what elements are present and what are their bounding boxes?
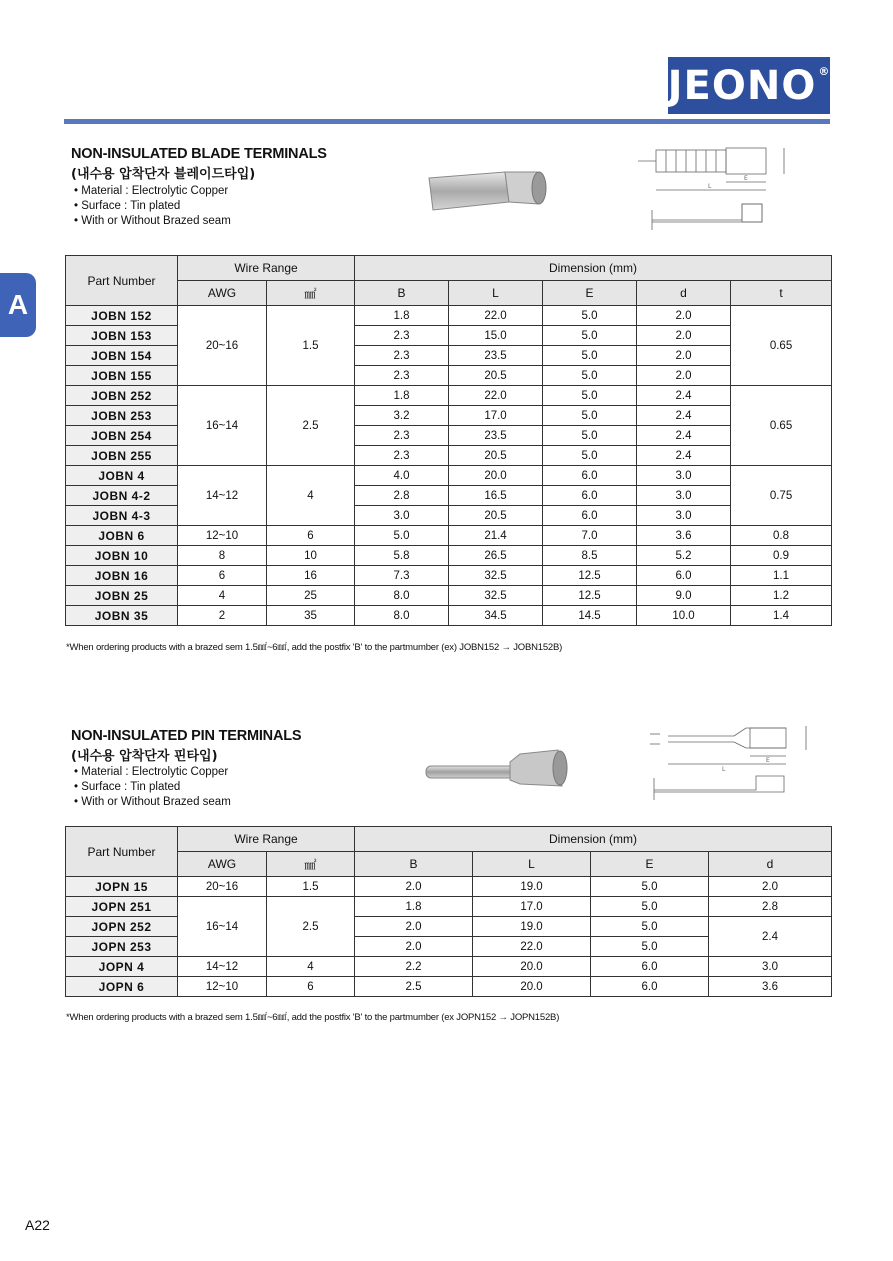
e-cell: 7.0: [543, 526, 637, 546]
l-cell: 16.5: [449, 486, 543, 506]
pin-header-awg: AWG: [178, 852, 267, 877]
part-number-cell: JOPN 4: [66, 957, 178, 977]
d-cell: 2.0: [637, 346, 731, 366]
d-cell: 2.4: [637, 406, 731, 426]
pin-header-wire-range: Wire Range: [178, 827, 355, 852]
blade-dimension-drawing: [632, 138, 792, 234]
brand-logo: [668, 57, 830, 114]
t-cell: 0.9: [731, 546, 832, 566]
drawing-label-l: L: [708, 183, 712, 190]
b-cell: 2.3: [355, 346, 449, 366]
l-cell: 20.5: [449, 366, 543, 386]
b-cell: 1.8: [355, 306, 449, 326]
blade-header-part-number: Part Number: [66, 256, 178, 306]
b-cell: 2.0: [355, 917, 473, 937]
l-cell: 21.4: [449, 526, 543, 546]
l-cell: 17.0: [449, 406, 543, 426]
d-cell: 2.0: [709, 877, 832, 897]
awg-cell: 4: [178, 586, 267, 606]
d-cell: 2.4: [637, 446, 731, 466]
l-cell: 32.5: [449, 586, 543, 606]
brand-name: JEONO: [667, 62, 817, 109]
pin-order-note: *When ordering products with a brazed sem 1.5㎟~6㎟, add the postfix 'B' to the partmumber (ex JOPN152 → JOPN152B): [66, 1012, 560, 1023]
t-cell: 1.2: [731, 586, 832, 606]
d-cell: 2.4: [637, 426, 731, 446]
part-number-cell: JOBN 255: [66, 446, 178, 466]
awg-cell: 16~14: [178, 386, 267, 466]
pin-header-d: d: [709, 852, 832, 877]
d-cell: 2.8: [709, 897, 832, 917]
part-number-cell: JOBN 16: [66, 566, 178, 586]
b-cell: 2.3: [355, 326, 449, 346]
pin-feature-material: • Material : Electrolytic Copper: [74, 765, 231, 780]
l-cell: 17.0: [473, 897, 591, 917]
mm2-cell: 4: [267, 957, 355, 977]
awg-cell: 6: [178, 566, 267, 586]
pin-header-l: L: [473, 852, 591, 877]
e-cell: 6.0: [591, 957, 709, 977]
mm2-cell: 1.5: [267, 877, 355, 897]
e-cell: 5.0: [543, 366, 637, 386]
t-cell: 1.1: [731, 566, 832, 586]
e-cell: 5.0: [591, 897, 709, 917]
blade-feature-list: [74, 184, 231, 229]
drawing-label-e: E: [744, 175, 748, 182]
blade-header-mm2: ㎟: [267, 281, 355, 306]
pin-section-title: NON-INSULATED PIN TERMINALS: [71, 728, 302, 744]
pin-header-mm2: ㎟: [267, 852, 355, 877]
pin-terminal-photo: [422, 746, 570, 796]
pin-feature-seam: • With or Without Brazed seam: [74, 795, 231, 810]
l-cell: 19.0: [473, 877, 591, 897]
l-cell: 22.0: [473, 937, 591, 957]
table-row: [66, 606, 832, 626]
pin-drawing-label-l: L: [722, 766, 726, 773]
e-cell: 12.5: [543, 566, 637, 586]
e-cell: 14.5: [543, 606, 637, 626]
part-number-cell: JOPN 253: [66, 937, 178, 957]
awg-cell: 20~16: [178, 877, 267, 897]
l-cell: 22.0: [449, 306, 543, 326]
part-number-cell: JOBN 253: [66, 406, 178, 426]
part-number-cell: JOBN 152: [66, 306, 178, 326]
b-cell: 1.8: [355, 386, 449, 406]
d-cell: 2.0: [637, 366, 731, 386]
awg-cell: 12~10: [178, 526, 267, 546]
table-row: [66, 877, 832, 897]
part-number-cell: JOPN 252: [66, 917, 178, 937]
e-cell: 5.0: [591, 877, 709, 897]
table-row: [66, 586, 832, 606]
registered-mark: ®: [818, 65, 831, 78]
table-row: [66, 386, 832, 406]
part-number-cell: JOBN 4-2: [66, 486, 178, 506]
pin-section-subtitle: (내수용 압착단자 핀타입): [71, 749, 218, 764]
header-rule: [64, 119, 830, 124]
b-cell: 2.3: [355, 446, 449, 466]
mm2-cell: 35: [267, 606, 355, 626]
e-cell: 5.0: [591, 937, 709, 957]
table-row: [66, 977, 832, 997]
part-number-cell: JOBN 4-3: [66, 506, 178, 526]
t-cell: 0.8: [731, 526, 832, 546]
d-cell: 9.0: [637, 586, 731, 606]
table-row: [66, 546, 832, 566]
b-cell: 2.5: [355, 977, 473, 997]
e-cell: 6.0: [591, 977, 709, 997]
part-number-cell: JOBN 25: [66, 586, 178, 606]
pin-spec-table: [65, 826, 832, 997]
l-cell: 23.5: [449, 346, 543, 366]
e-cell: 5.0: [543, 386, 637, 406]
blade-header-d: d: [637, 281, 731, 306]
part-number-cell: JOPN 15: [66, 877, 178, 897]
e-cell: 6.0: [543, 466, 637, 486]
b-cell: 2.0: [355, 877, 473, 897]
b-cell: 8.0: [355, 606, 449, 626]
d-cell: 10.0: [637, 606, 731, 626]
t-cell: 0.75: [731, 466, 832, 526]
d-cell: 3.0: [637, 486, 731, 506]
section-tab: A: [0, 273, 36, 337]
l-cell: 22.0: [449, 386, 543, 406]
b-cell: 2.3: [355, 426, 449, 446]
e-cell: 5.0: [543, 446, 637, 466]
blade-feature-material: • Material : Electrolytic Copper: [74, 184, 231, 199]
pin-header-e: E: [591, 852, 709, 877]
e-cell: 8.5: [543, 546, 637, 566]
d-cell: 2.0: [637, 306, 731, 326]
awg-cell: 8: [178, 546, 267, 566]
b-cell: 5.8: [355, 546, 449, 566]
l-cell: 34.5: [449, 606, 543, 626]
e-cell: 6.0: [543, 486, 637, 506]
part-number-cell: JOPN 6: [66, 977, 178, 997]
pin-dimension-drawing: [646, 720, 816, 806]
pin-feature-surface: • Surface : Tin plated: [74, 780, 231, 795]
b-cell: 3.2: [355, 406, 449, 426]
part-number-cell: JOPN 251: [66, 897, 178, 917]
d-cell: 3.6: [709, 977, 832, 997]
mm2-cell: 4: [267, 466, 355, 526]
blade-feature-surface: • Surface : Tin plated: [74, 199, 231, 214]
pin-feature-list: [74, 765, 231, 810]
table-row: [66, 526, 832, 546]
d-cell: 5.2: [637, 546, 731, 566]
e-cell: 5.0: [543, 306, 637, 326]
blade-header-b: B: [355, 281, 449, 306]
table-row: [66, 566, 832, 586]
blade-header-wire-range: Wire Range: [178, 256, 355, 281]
awg-cell: 20~16: [178, 306, 267, 386]
blade-header-e: E: [543, 281, 637, 306]
awg-cell: 14~12: [178, 466, 267, 526]
part-number-cell: JOBN 10: [66, 546, 178, 566]
awg-cell: 16~14: [178, 897, 267, 957]
d-cell: 3.0: [637, 466, 731, 486]
blade-header-l: L: [449, 281, 543, 306]
l-cell: 15.0: [449, 326, 543, 346]
pin-header-b: B: [355, 852, 473, 877]
l-cell: 20.0: [449, 466, 543, 486]
mm2-cell: 6: [267, 977, 355, 997]
mm2-cell: 6: [267, 526, 355, 546]
pin-header-dimension: Dimension (mm): [355, 827, 832, 852]
part-number-cell: JOBN 154: [66, 346, 178, 366]
part-number-cell: JOBN 35: [66, 606, 178, 626]
pin-header-part-number: Part Number: [66, 827, 178, 877]
d-cell: 3.0: [637, 506, 731, 526]
awg-cell: 14~12: [178, 957, 267, 977]
mm2-cell: 2.5: [267, 386, 355, 466]
l-cell: 20.0: [473, 977, 591, 997]
e-cell: 5.0: [591, 917, 709, 937]
blade-header-dimension: Dimension (mm): [355, 256, 832, 281]
l-cell: 23.5: [449, 426, 543, 446]
table-row: [66, 897, 832, 917]
mm2-cell: 1.5: [267, 306, 355, 386]
b-cell: 2.3: [355, 366, 449, 386]
b-cell: 2.2: [355, 957, 473, 977]
part-number-cell: JOBN 4: [66, 466, 178, 486]
l-cell: 32.5: [449, 566, 543, 586]
d-cell: 3.0: [709, 957, 832, 977]
b-cell: 4.0: [355, 466, 449, 486]
e-cell: 12.5: [543, 586, 637, 606]
l-cell: 20.0: [473, 957, 591, 977]
d-cell: 2.0: [637, 326, 731, 346]
blade-feature-seam: • With or Without Brazed seam: [74, 214, 231, 229]
page-number: A22: [25, 1217, 50, 1233]
d-cell: 6.0: [637, 566, 731, 586]
e-cell: 6.0: [543, 506, 637, 526]
l-cell: 20.5: [449, 506, 543, 526]
b-cell: 7.3: [355, 566, 449, 586]
l-cell: 20.5: [449, 446, 543, 466]
mm2-cell: 2.5: [267, 897, 355, 957]
l-cell: 19.0: [473, 917, 591, 937]
blade-section-title: NON-INSULATED BLADE TERMINALS: [71, 146, 327, 162]
table-row: [66, 306, 832, 326]
b-cell: 5.0: [355, 526, 449, 546]
part-number-cell: JOBN 153: [66, 326, 178, 346]
table-row: [66, 466, 832, 486]
b-cell: 8.0: [355, 586, 449, 606]
d-cell: 3.6: [637, 526, 731, 546]
d-cell: 2.4: [637, 386, 731, 406]
mm2-cell: 10: [267, 546, 355, 566]
e-cell: 5.0: [543, 326, 637, 346]
b-cell: 1.8: [355, 897, 473, 917]
blade-header-t: t: [731, 281, 832, 306]
pin-drawing-label-e: E: [766, 757, 770, 764]
awg-cell: 2: [178, 606, 267, 626]
e-cell: 5.0: [543, 346, 637, 366]
t-cell: 0.65: [731, 386, 832, 466]
t-cell: 0.65: [731, 306, 832, 386]
part-number-cell: JOBN 6: [66, 526, 178, 546]
l-cell: 26.5: [449, 546, 543, 566]
part-number-cell: JOBN 254: [66, 426, 178, 446]
b-cell: 2.8: [355, 486, 449, 506]
part-number-cell: JOBN 252: [66, 386, 178, 406]
table-row: [66, 957, 832, 977]
blade-terminal-photo: [425, 168, 551, 240]
b-cell: 3.0: [355, 506, 449, 526]
e-cell: 5.0: [543, 406, 637, 426]
part-number-cell: JOBN 155: [66, 366, 178, 386]
awg-cell: 12~10: [178, 977, 267, 997]
t-cell: 1.4: [731, 606, 832, 626]
blade-spec-table: [65, 255, 832, 626]
b-cell: 2.0: [355, 937, 473, 957]
mm2-cell: 25: [267, 586, 355, 606]
mm2-cell: 16: [267, 566, 355, 586]
d-cell: 2.4: [709, 917, 832, 957]
blade-header-awg: AWG: [178, 281, 267, 306]
blade-section-subtitle: (내수용 압착단자 블레이드타입): [71, 167, 256, 182]
e-cell: 5.0: [543, 426, 637, 446]
blade-order-note: *When ordering products with a brazed sem 1.5㎟~6㎟, add the postfix 'B' to the partmumber (ex) JOBN152 → JOBN152B): [66, 642, 563, 653]
